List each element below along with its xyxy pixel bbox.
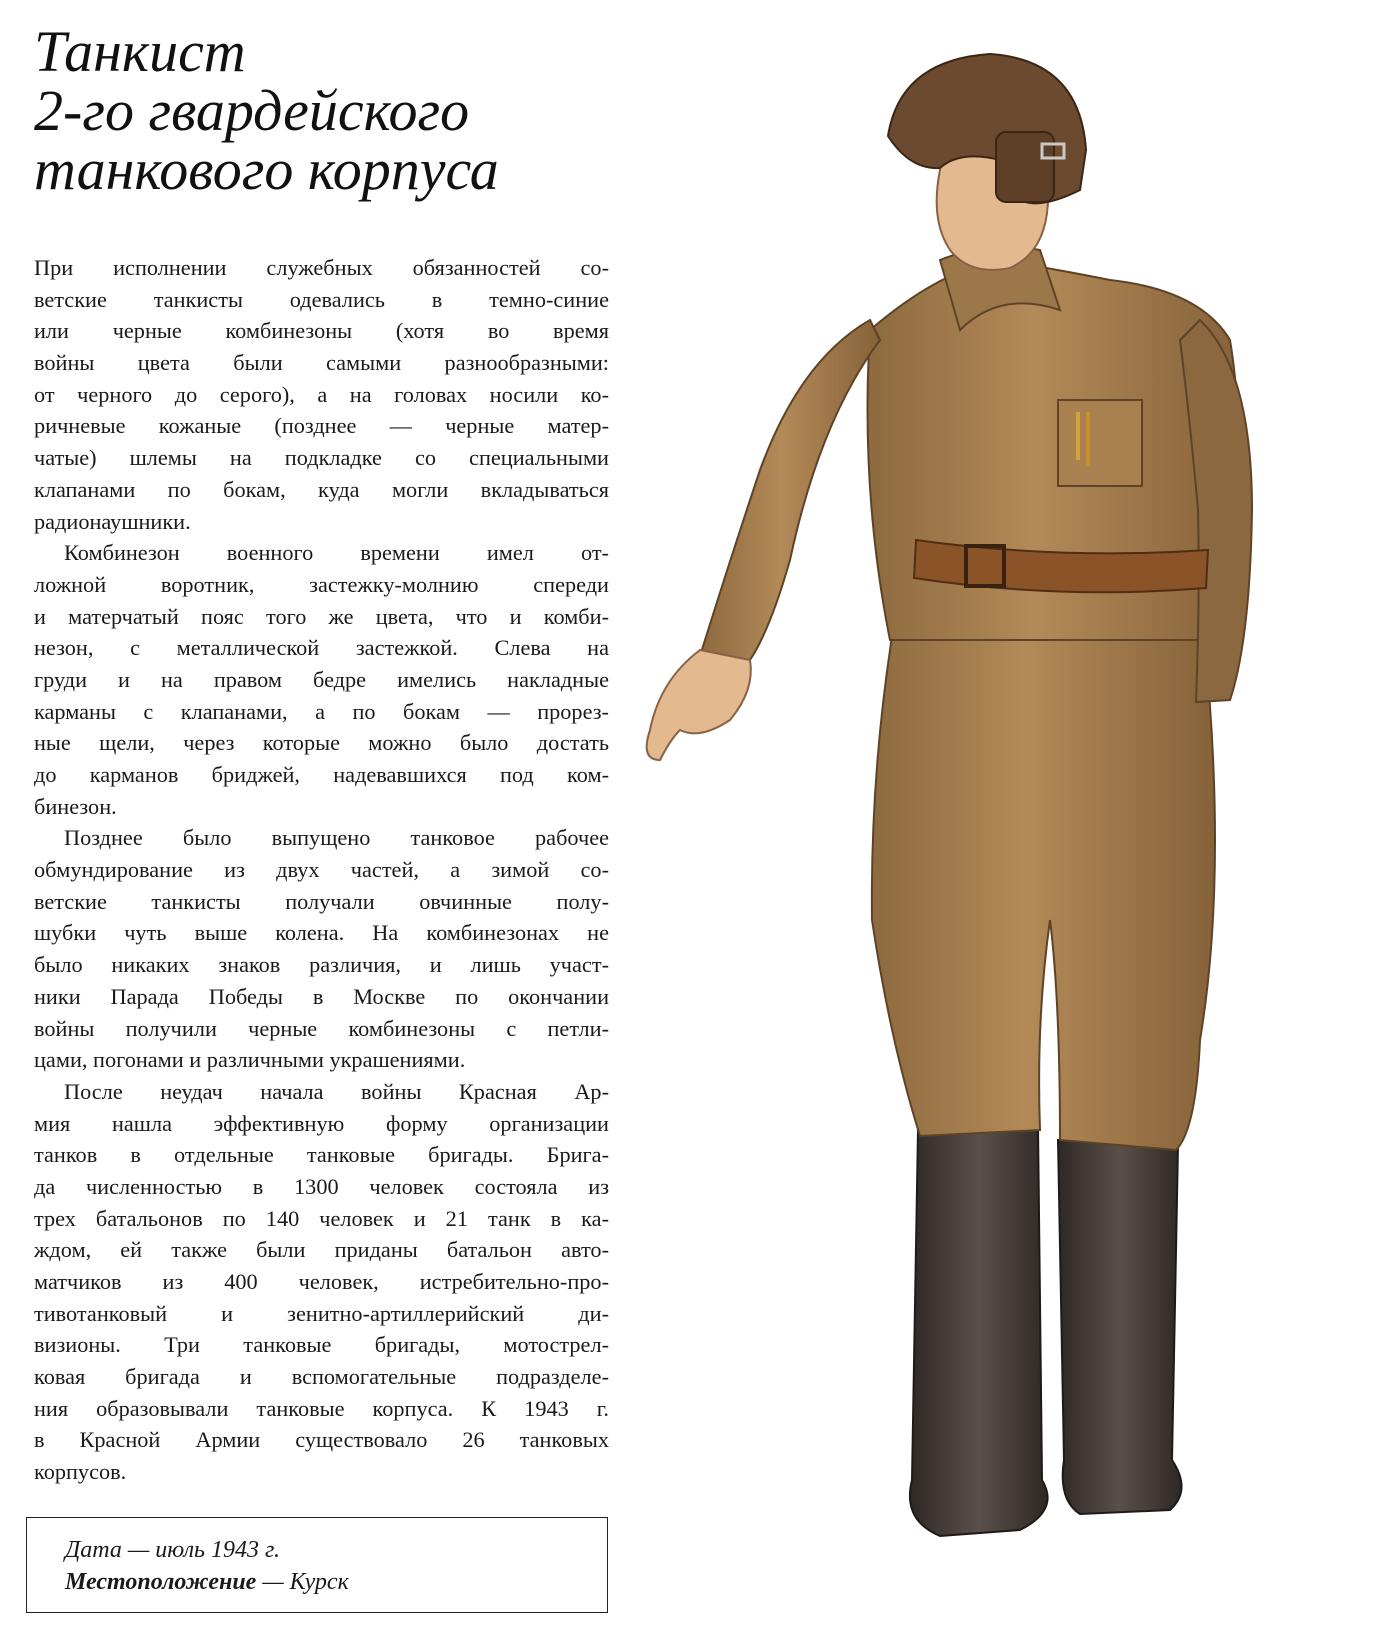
text-line: карманы с клапанами, а по бокам — прорез-	[34, 698, 609, 724]
text-line: ветские танкисты одевались в темно-синие	[34, 286, 609, 312]
coverall-left-arm	[700, 320, 880, 660]
text-line: обмундирование из двух частей, а зимой со-	[34, 857, 609, 883]
article-body	[34, 252, 609, 1488]
hand-left	[647, 650, 751, 760]
text-line: войны получили черные комбинезоны с петли-	[34, 1015, 609, 1041]
location-label: Местоположение	[65, 1569, 257, 1595]
title-line-1: Танкист	[34, 19, 246, 84]
text-line: клапанами по бокам, куда могли вкладываться	[34, 476, 609, 502]
text-line: После неудач начала войны Красная Ар-	[64, 1078, 609, 1104]
text-line: трех батальонов по 140 человек и 21 танк в ка-	[34, 1205, 609, 1231]
text-line: ждом, ей также были приданы батальон авто-	[34, 1237, 609, 1263]
tanker-illustration	[640, 40, 1360, 1640]
text-line: При исполнении служебных обязанностей со-	[34, 255, 609, 280]
text-line: бинезон.	[34, 793, 117, 819]
text-line: ричневые кожаные (позднее — черные матер-	[34, 413, 609, 439]
text-line: ковая бригада и вспомогательные подразделе-	[34, 1364, 609, 1390]
location-separator: —	[262, 1569, 290, 1595]
text-line: визионы. Три танковые бригады, мотострел-	[34, 1332, 609, 1358]
location-value: Курск	[289, 1569, 349, 1595]
boots	[910, 1126, 1182, 1536]
text-line: мия нашла эффективную форму организации	[34, 1110, 609, 1136]
text-line: да численностью в 1300 человек состояла из	[34, 1173, 609, 1199]
text-line: шубки чуть выше колена. На комбинезонах не	[34, 920, 609, 946]
coverall-trousers	[872, 600, 1215, 1150]
text-line: ложной воротник, застежку-молнию спереди	[34, 571, 609, 597]
text-line: войны цвета были самыми разнообразными:	[34, 350, 609, 376]
text-line: тивотанковый и зенитно-артиллерийский ди-	[34, 1300, 609, 1326]
text-line: и матерчатый пояс того же цвета, что и комби-	[34, 603, 609, 629]
text-line: корпусов.	[34, 1459, 127, 1485]
right-boot	[1058, 1140, 1182, 1514]
text-line: или черные комбинезоны (хотя во время	[34, 318, 609, 344]
text-line: цами, погонами и различными украшениями.	[34, 1047, 466, 1073]
chest-pocket	[1058, 400, 1142, 486]
text-line: в Красной Армии существовало 26 танковых	[34, 1427, 609, 1453]
left-boot	[910, 1126, 1048, 1536]
date-separator: —	[127, 1537, 156, 1563]
date-value: июль 1943 г.	[155, 1537, 281, 1563]
location-row	[65, 1566, 607, 1598]
text-line: ные щели, через которые можно было достать	[34, 730, 609, 756]
page-title	[34, 19, 594, 202]
text-line: от черного до серого), а на головах носили ко-	[34, 381, 609, 407]
text-line: матчиков из 400 человек, истребительно-про-	[34, 1269, 609, 1294]
date-label: Дата	[65, 1537, 122, 1563]
info-box	[26, 1517, 608, 1613]
text-line: ния образовывали танковые корпуса. К 1943 г.	[34, 1395, 609, 1421]
text-line: Комбинезон военного времени имел от-	[64, 540, 609, 566]
title-line-2: 2-го гвардейского	[34, 78, 470, 143]
text-line: груди и на правом бедре имелись накладные	[34, 666, 609, 692]
text-line: чатые) шлемы на подкладке со специальными	[34, 445, 609, 471]
date-row	[65, 1534, 607, 1566]
text-line: незон, с металлической застежкой. Слева на	[34, 635, 609, 661]
text-line: Позднее было выпущено танковое рабочее	[64, 825, 609, 851]
text-line: было никаких знаков различия, и лишь участ-	[34, 952, 609, 978]
text-line: до карманов бриджей, надевавшихся под ком-	[34, 762, 609, 787]
title-line-3: танкового корпуса	[34, 137, 499, 202]
text-line: ники Парада Победы в Москве по окончании	[34, 983, 609, 1009]
text-line: радионаушники.	[34, 508, 191, 534]
text-line: ветские танкисты получали овчинные полу-	[34, 888, 609, 914]
text-line: танков в отдельные танковые бригады. Брига-	[34, 1142, 609, 1168]
